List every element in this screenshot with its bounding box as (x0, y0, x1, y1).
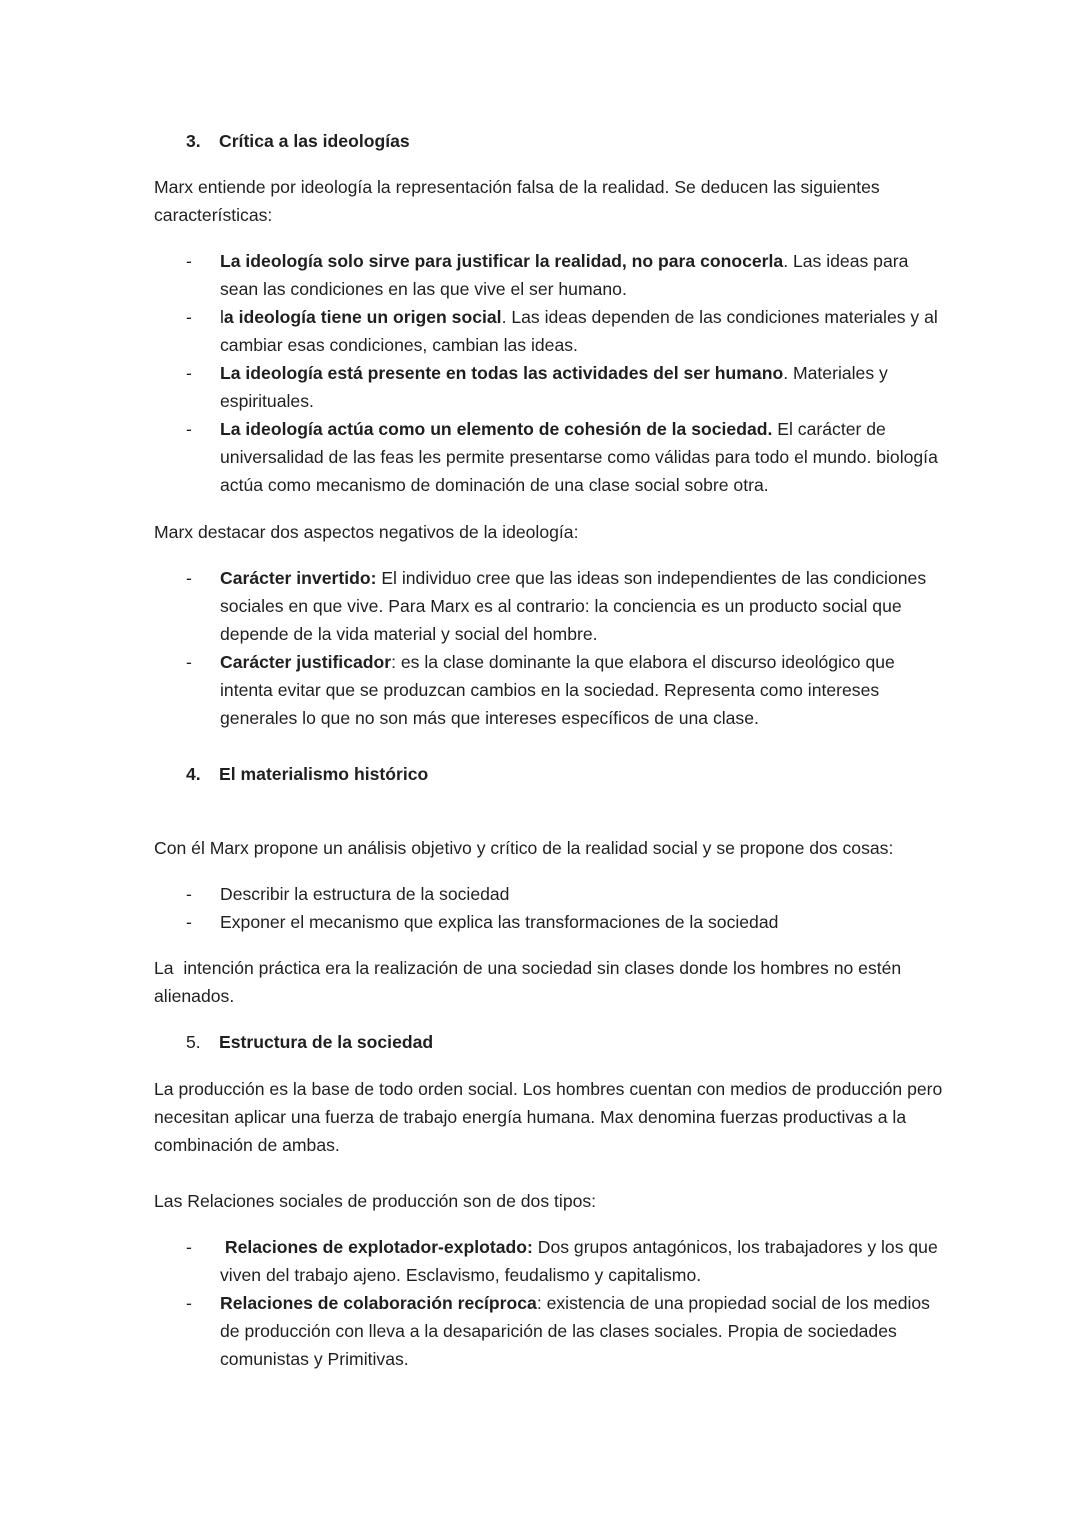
item-text: : existencia de una propiedad social de los medios de producción con lleva a la desaparición de las clases sociales. Propia de sociedades comunistas y Primitivas. (220, 1293, 930, 1369)
section-4-heading (186, 760, 428, 788)
item-bold-text: Carácter invertido: (220, 568, 377, 588)
item-bold-text: Carácter justificador (220, 652, 392, 672)
item-bold-text: a ideología tiene un origen social (223, 307, 502, 327)
list-item (154, 247, 944, 303)
dash-bullet: - (186, 884, 192, 904)
dash-bullet: - (186, 419, 192, 439)
list-item (154, 648, 944, 732)
dash-bullet: - (186, 251, 192, 271)
list-item (154, 1233, 944, 1289)
item-text: . Las ideas dependen de las condiciones materiales y al cambiar esas condiciones, cambian las ideas. (220, 307, 938, 355)
section-5-paragraph: La producción es la base de todo orden social. Los hombres cuentan con medios de producción pero necesitan aplicar una fuerza de trabajo energía humana. Max denomina fuerzas productivas a la combinación de ambas. (154, 1079, 943, 1155)
dash-bullet: - (186, 307, 192, 327)
item-bold-text: La ideología está presente en todas las actividades del ser humano (220, 363, 784, 383)
ideology-characteristics-list (154, 247, 944, 499)
item-text: . Materiales y espirituales. (220, 363, 888, 411)
section-3-heading (186, 127, 410, 155)
section-4-number: 4. (186, 764, 201, 784)
item-text: . Las ideas para sean las condiciones en las que vive el ser humano. (220, 251, 909, 299)
section-3-intro: Marx entiende por ideología la representación falsa de la realidad. Se deducen las siguientes características: (154, 177, 880, 225)
list-item (154, 303, 944, 359)
item-bold-text: Relaciones de colaboración recíproca (220, 1293, 537, 1313)
production-relations-list (154, 1233, 944, 1373)
item-text: : es la clase dominante la que elabora el discurso ideológico que intenta evitar que se produzcan cambios en la sociedad. Representa como intereses generales lo que no son más que intereses específicos de una clase. (220, 652, 895, 728)
section-3-number: 3. (186, 131, 201, 151)
list-item (154, 564, 944, 648)
section-4-outro: La intención práctica era la realización de una sociedad sin clases donde los hombres no estén alienados. (154, 958, 907, 1006)
item-prefix-text: l (220, 307, 224, 327)
section-5-number: 5. (186, 1032, 201, 1052)
negative-aspects-intro: Marx destacar dos aspectos negativos de la ideología: (154, 522, 579, 542)
dash-bullet: - (186, 568, 192, 588)
section-4-title: El materialismo histórico (219, 764, 429, 784)
negative-aspects-list (154, 564, 944, 732)
section-5-heading (186, 1028, 433, 1056)
item-text: Exponer el mecanismo que explica las transformaciones de la sociedad (220, 912, 779, 932)
list-item (154, 359, 944, 415)
item-bold-text: La ideología solo sirve para justificar la realidad, no para conocerla (220, 251, 784, 271)
dash-bullet: - (186, 1237, 192, 1257)
section-5-title: Estructura de la sociedad (219, 1032, 434, 1052)
dash-bullet: - (186, 652, 192, 672)
item-bold-text: Relaciones de explotador-explotado: (220, 1237, 533, 1257)
item-text: Dos grupos antagónicos, los trabajadores y los que viven del trabajo ajeno. Esclavismo, feudalismo y capitalismo. (220, 1237, 938, 1285)
relations-intro: Las Relaciones sociales de producción son de dos tipos: (154, 1191, 597, 1211)
item-text: Describir la estructura de la sociedad (220, 884, 510, 904)
historical-materialism-list (154, 880, 944, 936)
list-item (154, 880, 944, 908)
item-bold-text: La ideología actúa como un elemento de cohesión de la sociedad. (220, 419, 773, 439)
dash-bullet: - (186, 363, 192, 383)
list-item (154, 415, 944, 499)
section-3-title: Crítica a las ideologías (219, 131, 410, 151)
list-item (154, 908, 944, 936)
dash-bullet: - (186, 1293, 192, 1313)
list-item (154, 1289, 944, 1373)
item-text: El individuo cree que las ideas son independientes de las condiciones sociales en que vive. Para Marx es al contrario: la conciencia es un producto social que depende de la vida material y social del hombre. (220, 568, 927, 644)
section-4-intro: Con él Marx propone un análisis objetivo y crítico de la realidad social y se propone dos cosas: (154, 838, 894, 858)
dash-bullet: - (186, 912, 192, 932)
item-text: El carácter de universalidad de las feas les permite presentarse como válidas para todo el mundo. biología actúa como mecanismo de dominación de una clase social sobre otra. (220, 419, 938, 495)
